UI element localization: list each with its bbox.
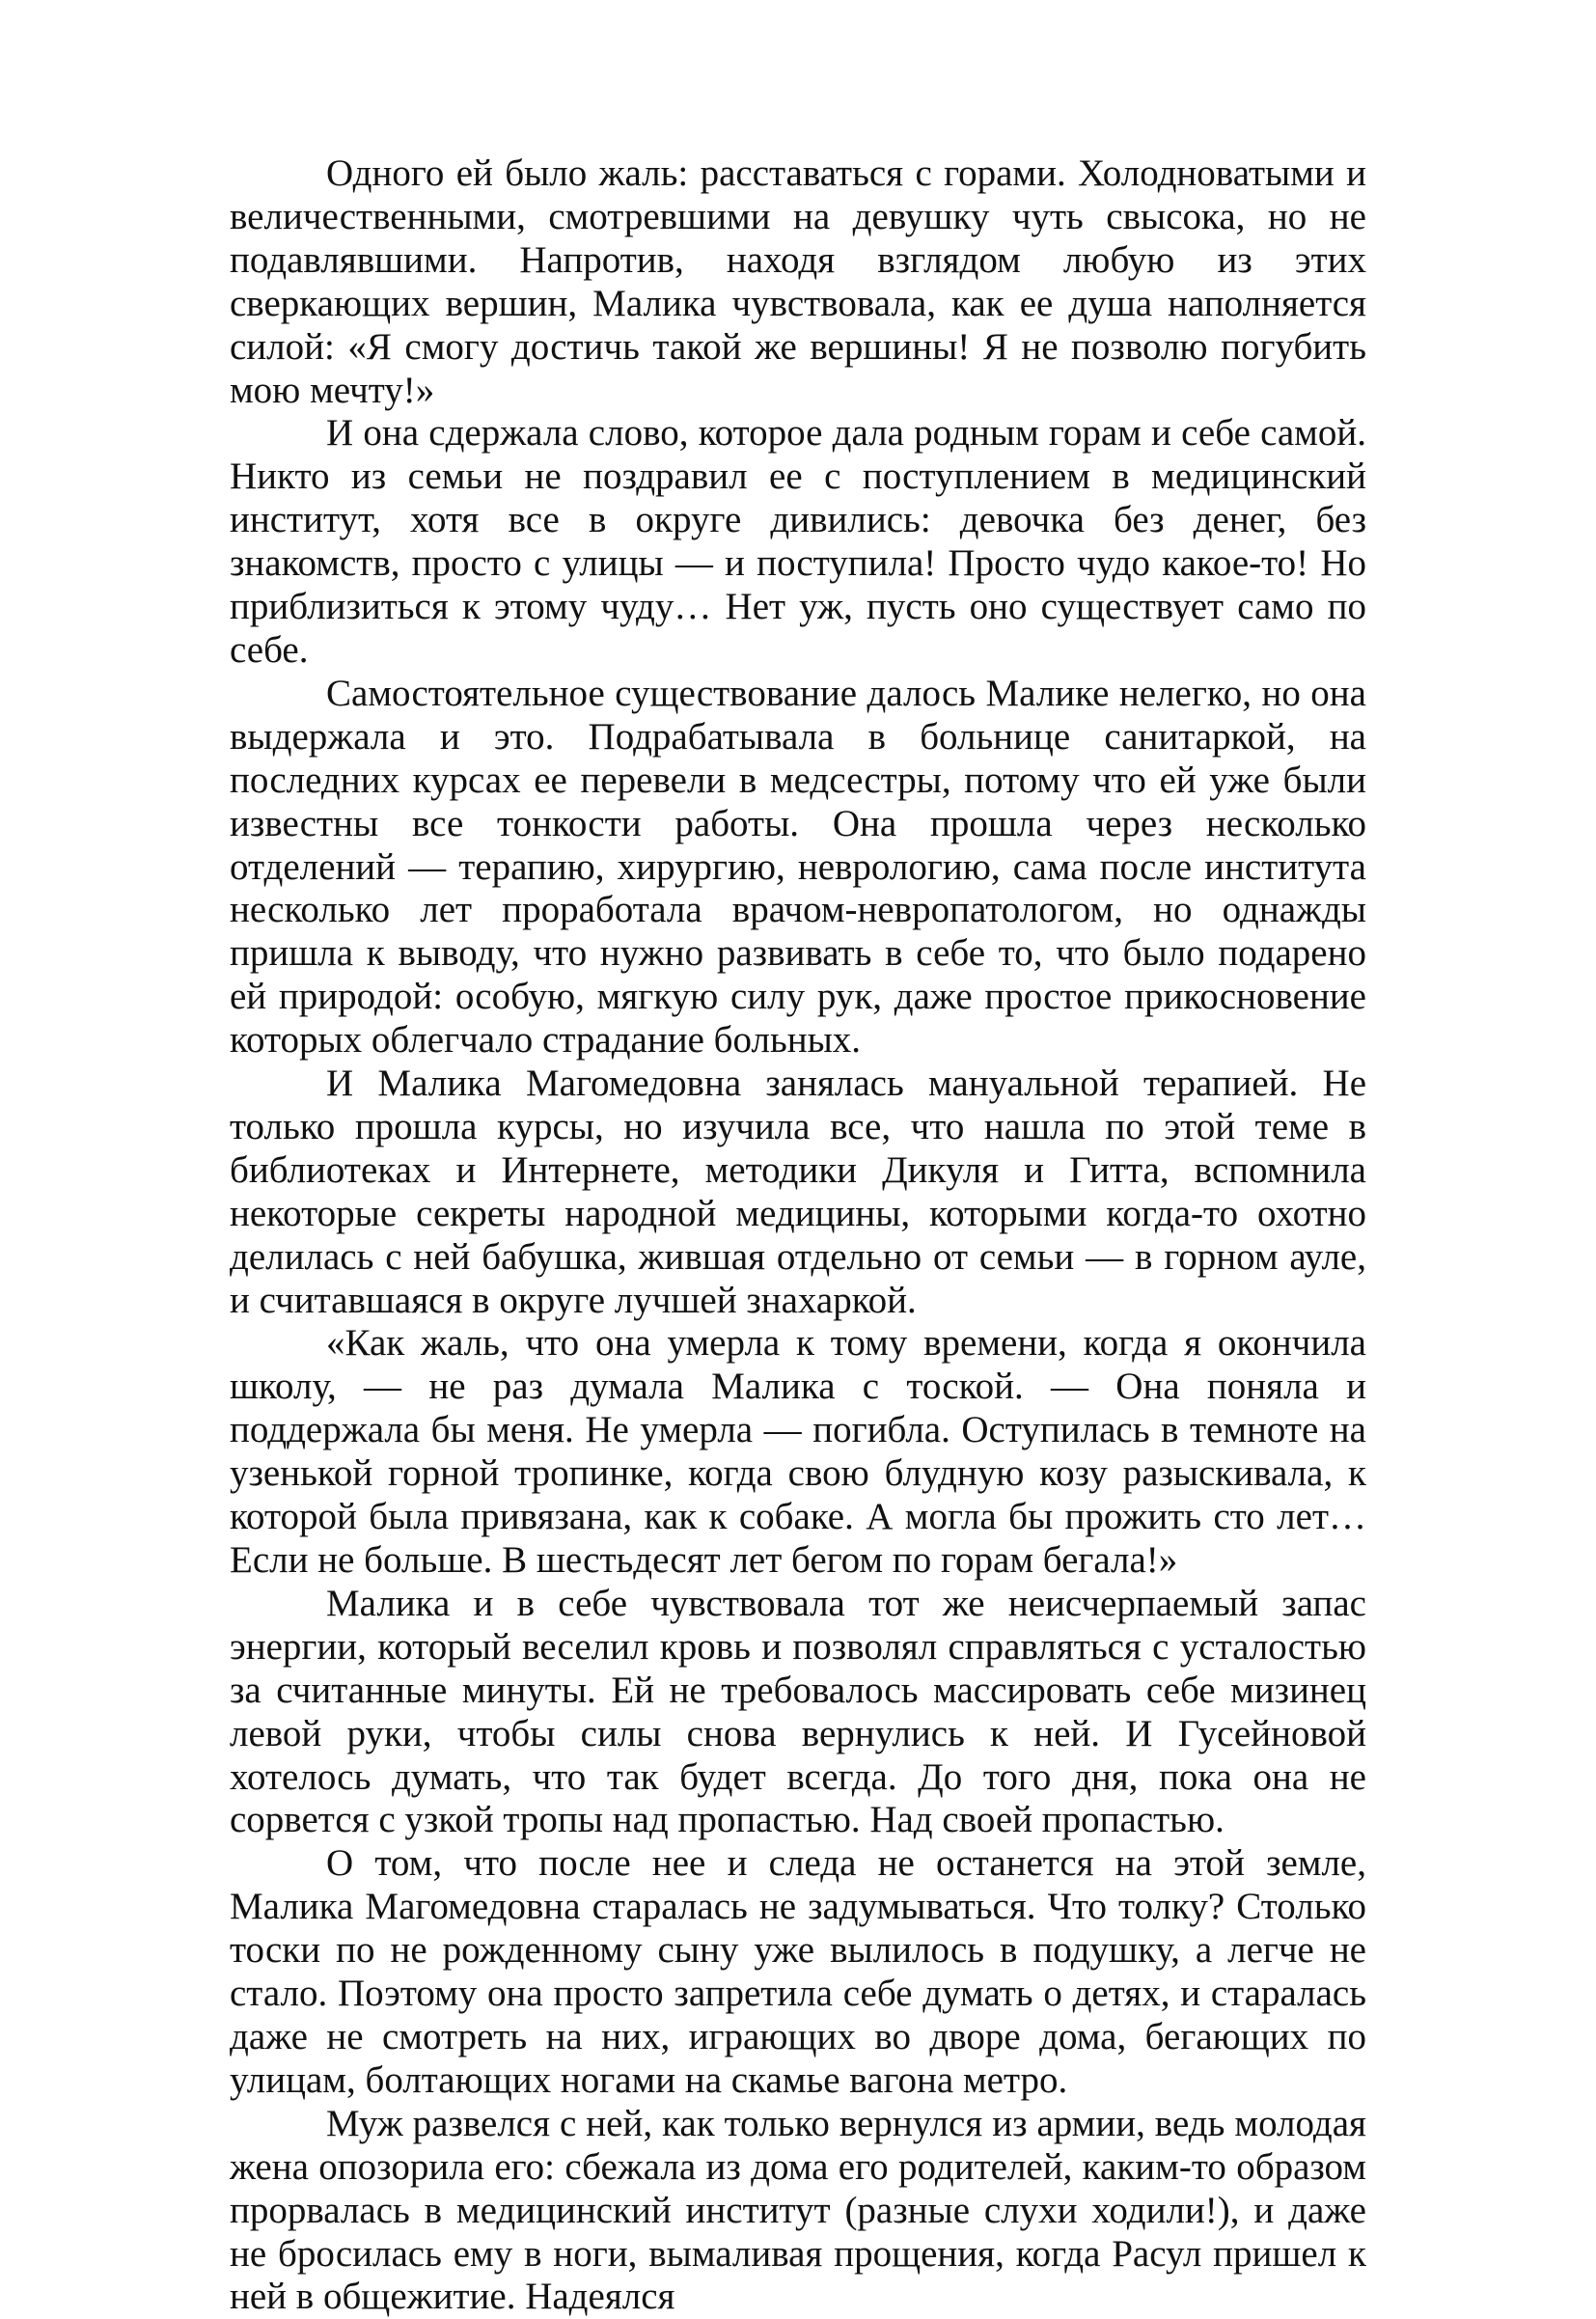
paragraph-7: О том, что после нее и следа не останется на этой земле, Малика Магомедовна старалась не задумываться. Что толку? Столько тоски по не рожденному сыну уже вылилось в подушку, а легче не стало. Поэтому она просто запретила себе думать о детях, и старалась даже не смотреть на них, играющих во дворе дома, бегающих по улицам, болтающих ногами на скамье вагона метро. bbox=[230, 1842, 1366, 2101]
paragraph-2: И она сдержала слово, которое дала родным горам и себе самой. Никто из семьи не поздравил ее с поступлением в медицинский институт, хотя все в округе дивились: девочка без денег, без знакомств, просто с улицы — и поступила! Просто чудо какое-то! Но приблизиться к этому чуду… Нет уж, пусть оно существует само по себе. bbox=[230, 412, 1366, 671]
paragraph-8: Муж развелся с ней, как только вернулся из армии, ведь молодая жена опозорила его: сбежала из дома его родителей, каким-то образом прорвалась в медицинский институт (разные слухи ходили!), и даже не бросилась ему в ноги, вымаливая прощения, когда Расул пришел к ней в общежитие. Надеялся bbox=[230, 2102, 1366, 2318]
paragraph-6: Малика и в себе чувствовала тот же неисчерпаемый запас энергии, который веселил кровь и позволял справляться с усталостью за считанные минуты. Ей не требовалось массировать себе мизинец левой руки, чтобы силы снова вернулись к ней. И Гусейновой хотелось думать, что так будет всегда. До того дня, пока она не сорвется с узкой тропы над пропастью. Над своей пропастью. bbox=[230, 1582, 1366, 1841]
paragraph-1: Одного ей было жаль: расставаться с горами. Холодноватыми и величественными, смотревшими на девушку чуть свысока, но не подавлявшими. Напротив, находя взглядом любую из этих сверкающих вершин, Малика чувствовала, как ее душа наполняется силой: «Я смогу достичь такой же вершины! Я не позволю погубить мою мечту!» bbox=[230, 152, 1366, 411]
paragraph-4: И Малика Магомедовна занялась мануальной терапией. Не только прошла курсы, но изучила все, что нашла по этой теме в библиотеках и Интернете, методики Дикуля и Гитта, вспомнила некоторые секреты народной медицины, которыми когда-то охотно делилась с ней бабушка, жившая отдельно от семьи — в горном ауле, и считавшаяся в округе лучшей знахаркой. bbox=[230, 1063, 1366, 1321]
paragraph-5: «Как жаль, что она умерла к тому времени, когда я окончила школу, — не раз думала Малика с тоской. — Она поняла и поддержала бы меня. Не умерла — погибла. Оступилась в темноте на узенькой горной тропинке, когда свою блудную козу разыскивала, к которой была привязана, как к собаке. А могла бы прожить сто лет… Если не больше. В шестьдесят лет бегом по горам бегала!» bbox=[230, 1322, 1366, 1581]
paragraph-3: Самостоятельное существование далось Малике нелегко, но она выдержала и это. Подрабатывала в больнице санитаркой, на последних курсах ее перевели в медсестры, потому что ей уже были известны все тонкости работы. Она прошла через несколько отделений — терапию, хирургию, неврологию, сама после института несколько лет проработала врачом-невропатологом, но однажды пришла к выводу, что нужно развивать в себе то, что было подарено ей природой: особую, мягкую силу рук, даже простое прикосновение которых облегчало страдание больных. bbox=[230, 672, 1366, 1062]
body-text bbox=[230, 152, 1366, 2319]
